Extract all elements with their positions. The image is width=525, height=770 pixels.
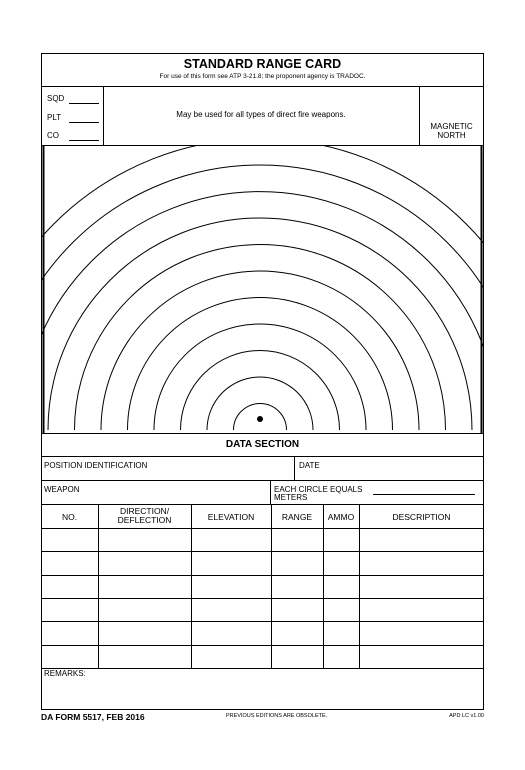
table-cell[interactable]	[43, 581, 96, 593]
table-cell[interactable]	[193, 581, 269, 593]
data-section-title: DATA SECTION	[225, 439, 300, 450]
col-header-no: NO.	[61, 512, 78, 522]
range-circle	[41, 192, 484, 430]
remarks-field[interactable]	[44, 680, 479, 706]
table-cell[interactable]	[43, 604, 96, 616]
position-field[interactable]	[44, 468, 290, 478]
remarks-label: REMARKS:	[44, 669, 86, 678]
table-cell[interactable]	[361, 534, 482, 546]
table-cell[interactable]	[100, 651, 189, 663]
row-line-1	[41, 480, 484, 481]
table-cell[interactable]	[193, 534, 269, 546]
north-label-1: MAGNETIC	[430, 122, 473, 131]
col-header-direction: DIRECTION/ DEFLECTION	[117, 506, 172, 525]
table-cell[interactable]	[273, 557, 321, 569]
table-column-line	[271, 504, 272, 668]
col-header-description: DESCRIPTION	[392, 512, 451, 522]
table-header-line	[41, 528, 484, 529]
table-cell[interactable]	[273, 581, 321, 593]
table-cell[interactable]	[43, 627, 96, 639]
table-column-line	[98, 504, 99, 668]
table-column-line	[323, 504, 324, 668]
table-column-line	[191, 504, 192, 668]
table-cell[interactable]	[193, 557, 269, 569]
table-cell[interactable]	[100, 627, 189, 639]
data-title-line	[41, 456, 484, 457]
table-row-line	[41, 621, 484, 622]
table-cell[interactable]	[100, 581, 189, 593]
table-cell[interactable]	[325, 534, 357, 546]
table-cell[interactable]	[273, 651, 321, 663]
table-cell[interactable]	[100, 534, 189, 546]
table-cell[interactable]	[325, 604, 357, 616]
plt-field[interactable]	[69, 112, 99, 123]
co-field[interactable]	[69, 130, 99, 141]
col-header-ammo: AMMO	[327, 512, 355, 522]
table-cell[interactable]	[325, 651, 357, 663]
circle-unit-label: METERS	[274, 493, 308, 502]
table-cell[interactable]	[361, 604, 482, 616]
table-cell[interactable]	[43, 651, 96, 663]
plt-label: PLT	[47, 113, 62, 122]
table-cell[interactable]	[100, 604, 189, 616]
sqd-label: SQD	[47, 94, 65, 103]
form-subtitle: For use of this form see ATP 3-21.8; the proponent agency is TRADOC.	[159, 73, 366, 80]
table-cell[interactable]	[193, 604, 269, 616]
sketch-bottom-line	[41, 433, 484, 434]
range-circle	[128, 298, 393, 431]
table-cell[interactable]	[100, 557, 189, 569]
table-cell[interactable]	[273, 627, 321, 639]
table-cell[interactable]	[361, 557, 482, 569]
weapon-position-dot	[257, 416, 263, 422]
table-row-line	[41, 598, 484, 599]
table-cell[interactable]	[361, 651, 482, 663]
range-sketch-area[interactable]	[41, 145, 484, 433]
sqd-field[interactable]	[69, 93, 99, 104]
table-row-line	[41, 575, 484, 576]
remarks-top-line	[41, 668, 484, 669]
usage-note: May be used for all types of direct fire weapons.	[176, 110, 346, 119]
data-table	[41, 504, 484, 668]
weapon-label: WEAPON	[44, 485, 80, 494]
circle-equals-field[interactable]	[373, 484, 475, 495]
table-cell[interactable]	[43, 534, 96, 546]
table-cell[interactable]	[325, 581, 357, 593]
obsolete-note: PREVIOUS EDITIONS ARE OBSOLETE.	[226, 713, 328, 719]
col-header-range: RANGE	[281, 512, 313, 522]
form-number: DA FORM 5517, FEB 2016	[41, 712, 145, 722]
table-cell[interactable]	[273, 604, 321, 616]
range-circles	[41, 145, 484, 430]
position-label: POSITION IDENTIFICATION	[44, 461, 148, 470]
co-label: CO	[47, 131, 59, 140]
date-divider	[294, 456, 295, 480]
north-label-2: NORTH	[437, 131, 466, 140]
date-label: DATE	[299, 461, 320, 470]
table-row-line	[41, 645, 484, 646]
table-cell[interactable]	[325, 627, 357, 639]
col-header-elevation: ELEVATION	[207, 512, 255, 522]
table-cell[interactable]	[325, 557, 357, 569]
date-field[interactable]	[325, 461, 480, 471]
form-title: STANDARD RANGE CARD	[183, 57, 342, 71]
title-divider	[41, 86, 484, 87]
table-cell[interactable]	[43, 557, 96, 569]
table-cell[interactable]	[361, 581, 482, 593]
table-cell[interactable]	[273, 534, 321, 546]
version-label: APD LC v1.00	[449, 713, 484, 719]
table-column-line	[359, 504, 360, 668]
table-cell[interactable]	[361, 627, 482, 639]
table-cell[interactable]	[193, 627, 269, 639]
table-cell[interactable]	[193, 651, 269, 663]
circle-equals-label: EACH CIRCLE EQUALS	[274, 485, 363, 494]
table-row-line	[41, 551, 484, 552]
weapon-field[interactable]	[90, 485, 265, 495]
circle-divider	[270, 480, 271, 504]
